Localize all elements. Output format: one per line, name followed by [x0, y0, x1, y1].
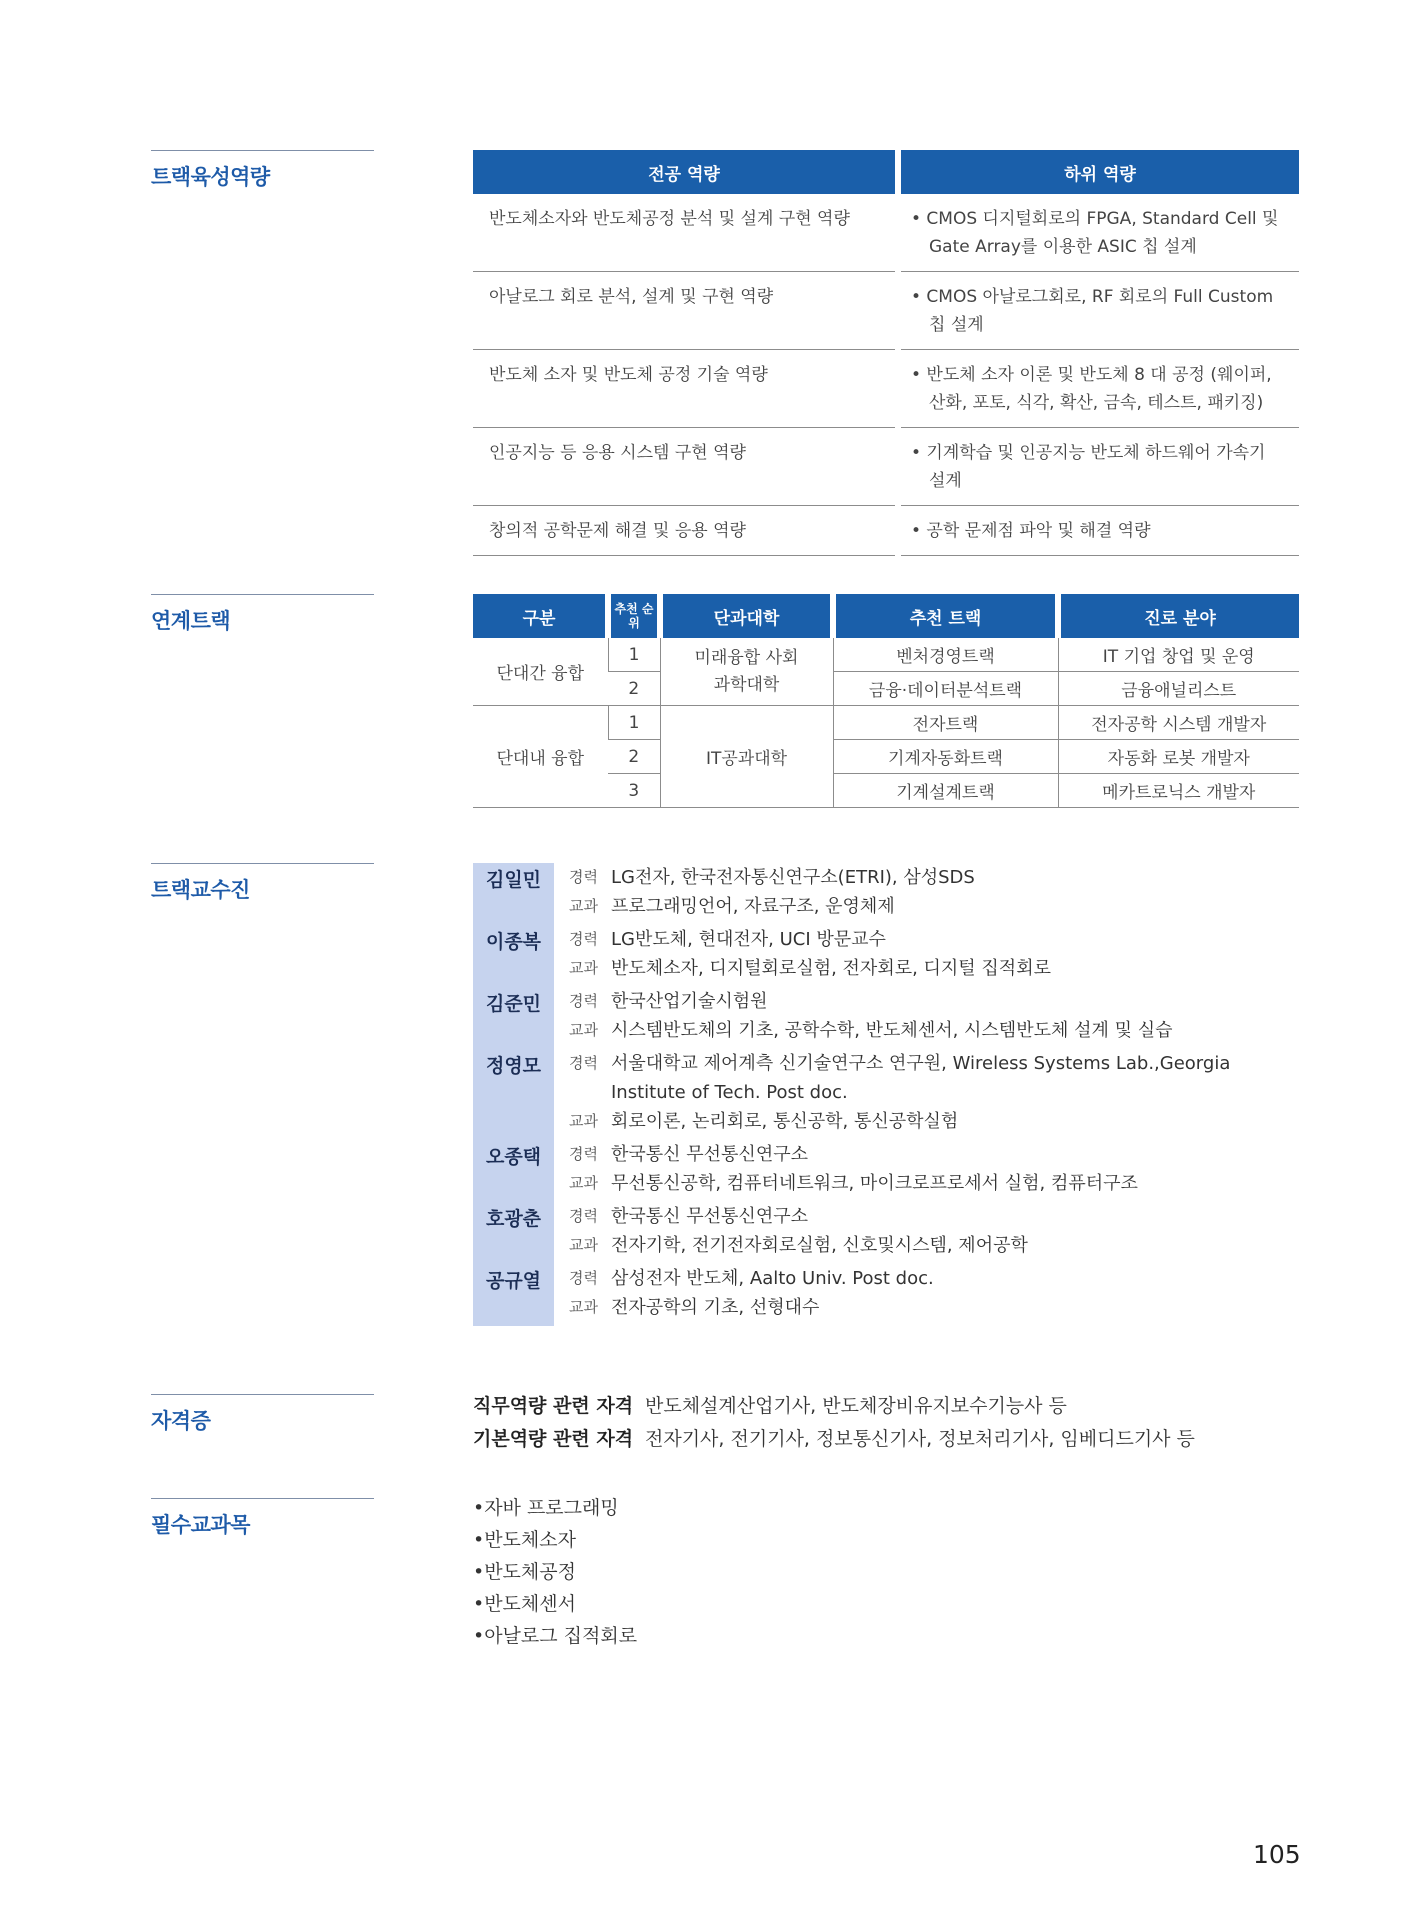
course-tag: 교과	[569, 1112, 598, 1130]
cert-value: 전자기사, 전기기사, 정보통신기사, 정보처리기사, 임베디드기사 등	[645, 1428, 1195, 1450]
career-tag: 경력	[569, 1269, 598, 1287]
faculty-career: LG전자, 한국전자통신연구소(ETRI), 삼성SDS	[611, 867, 975, 888]
faculty-courses: 무선통신공학, 컴퓨터네트워크, 마이크로프로세서 실험, 컴퓨터구조	[611, 1173, 1138, 1194]
list-item: •반도체소자	[473, 1529, 576, 1551]
faculty-member	[473, 1049, 1313, 1140]
table-row	[473, 194, 1299, 272]
course-tag: 교과	[569, 1021, 598, 1039]
rank-cell: 2	[608, 672, 660, 706]
course-tag: 교과	[569, 1298, 598, 1316]
linked-header-row	[473, 594, 1299, 638]
cert-value: 반도체설계산업기사, 반도체장비유지보수기능사 등	[645, 1395, 1067, 1417]
faculty-courses: 전자공학의 기초, 선형대수	[611, 1297, 820, 1318]
cert-row	[473, 1423, 1195, 1456]
sub-competency: • 반도체 소자 이론 및 반도체 8 대 공정 (웨이퍼, 산화, 포토, 식각, 확산, 금속, 테스트, 패키징)	[911, 365, 1272, 413]
faculty-member	[473, 863, 1313, 925]
faculty-name: 호광춘	[473, 1202, 554, 1264]
career-tag: 경력	[569, 1145, 598, 1163]
faculty-career: 서울대학교 제어계측 신기술연구소 연구원, Wireless Systems Lab.,Georgia Institute of Tech. Post doc.	[611, 1053, 1231, 1103]
faculty-name: 공규열	[473, 1264, 554, 1326]
faculty-courses: 전자기학, 전기전자회로실험, 신호및시스템, 제어공학	[611, 1235, 1028, 1256]
header-category: 구분	[473, 594, 608, 638]
competency-table	[473, 150, 1299, 556]
list-item: •자바 프로그래밍	[473, 1497, 619, 1519]
section-label-faculty: 트랙교수진	[151, 863, 374, 904]
track-cell: 금융·데이터분석트랙	[833, 672, 1058, 706]
career-cell: IT 기업 창업 및 운영	[1058, 638, 1299, 672]
competency-header-row	[473, 150, 1299, 194]
cert-row	[473, 1390, 1195, 1423]
faculty-career: 한국산업기술시험원	[611, 991, 768, 1012]
track-cell: 전자트랙	[833, 706, 1058, 740]
faculty-member	[473, 1264, 1313, 1326]
track-cell: 기계설계트랙	[833, 774, 1058, 808]
career-tag: 경력	[569, 930, 598, 948]
sub-competency: • 공학 문제점 파악 및 해결 역량	[911, 521, 1151, 541]
career-tag: 경력	[569, 868, 598, 886]
table-row	[473, 350, 1299, 428]
career-cell: 자동화 로봇 개발자	[1058, 740, 1299, 774]
faculty-career: 한국통신 무선통신연구소	[611, 1144, 808, 1165]
course-tag: 교과	[569, 1174, 598, 1192]
rank-cell: 3	[608, 774, 660, 808]
career-tag: 경력	[569, 992, 598, 1010]
header-rank: 추천 순위	[608, 594, 660, 638]
faculty-courses: 회로이론, 논리회로, 통신공학, 통신공학실험	[611, 1111, 959, 1132]
faculty-member	[473, 1140, 1313, 1202]
faculty-name: 정영모	[473, 1049, 554, 1140]
list-item: •아날로그 집적회로	[473, 1625, 638, 1647]
cert-label: 직무역량 관련 자격	[473, 1395, 634, 1417]
cert-label: 기본역량 관련 자격	[473, 1428, 634, 1450]
college-cell: 미래융합 사회과학대학	[660, 638, 833, 706]
track-cell: 벤처경영트랙	[833, 638, 1058, 672]
major-competency: 반도체소자와 반도체공정 분석 및 설계 구현 역량	[473, 194, 898, 272]
faculty-career: 한국통신 무선통신연구소	[611, 1206, 808, 1227]
career-cell: 전자공학 시스템 개발자	[1058, 706, 1299, 740]
faculty-courses: 반도체소자, 디지털회로실험, 전자회로, 디지털 집적회로	[611, 958, 1051, 979]
faculty-courses: 프로그래밍언어, 자료구조, 운영체제	[611, 896, 895, 917]
header-college: 단과대학	[660, 594, 833, 638]
faculty-member	[473, 987, 1313, 1049]
sub-competency: • 기계학습 및 인공지능 반도체 하드웨어 가속기 설계	[911, 443, 1266, 491]
competency-header-sub: 하위 역량	[898, 150, 1299, 194]
page-number: 105	[1253, 1840, 1301, 1869]
faculty-career: LG반도체, 현대전자, UCI 방문교수	[611, 929, 886, 950]
table-row	[473, 506, 1299, 556]
section-label-required-courses: 필수교과목	[151, 1498, 374, 1539]
course-tag: 교과	[569, 1236, 598, 1254]
career-tag: 경력	[569, 1207, 598, 1225]
table-row	[473, 428, 1299, 506]
sub-competency: • CMOS 디지털회로의 FPGA, Standard Cell 및 Gate Array를 이용한 ASIC 칩 설계	[911, 209, 1279, 257]
section-label-linked-tracks: 연계트랙	[151, 594, 374, 635]
major-competency: 인공지능 등 응용 시스템 구현 역량	[473, 428, 898, 506]
faculty-name: 김일민	[473, 863, 554, 925]
list-item: •반도체센서	[473, 1593, 576, 1615]
rank-cell: 1	[608, 638, 660, 672]
career-tag: 경력	[569, 1054, 598, 1072]
required-course-list	[473, 1492, 637, 1652]
section-label-certifications: 자격증	[151, 1394, 374, 1435]
linked-tracks-table	[473, 594, 1299, 808]
course-tag: 교과	[569, 897, 598, 915]
group-category: 단대간 융합	[473, 638, 608, 706]
course-tag: 교과	[569, 959, 598, 977]
table-row	[473, 638, 1299, 672]
competency-header-major: 전공 역량	[473, 150, 898, 194]
major-competency: 아날로그 회로 분석, 설계 및 구현 역량	[473, 272, 898, 350]
major-competency: 반도체 소자 및 반도체 공정 기술 역량	[473, 350, 898, 428]
faculty-member	[473, 925, 1313, 987]
track-cell: 기계자동화트랙	[833, 740, 1058, 774]
header-career: 진로 분야	[1058, 594, 1299, 638]
list-item: •반도체공정	[473, 1561, 576, 1583]
section-label-competency: 트랙육성역량	[151, 150, 374, 191]
sub-competency: • CMOS 아날로그회로, RF 회로의 Full Custom 칩 설계	[911, 287, 1274, 335]
certifications	[473, 1390, 1195, 1456]
rank-cell: 1	[608, 706, 660, 740]
faculty-list	[473, 863, 1313, 1326]
table-row	[473, 272, 1299, 350]
faculty-career: 삼성전자 반도체, Aalto Univ. Post doc.	[611, 1268, 934, 1289]
college-cell: IT공과대학	[660, 706, 833, 808]
major-competency: 창의적 공학문제 해결 및 응용 역량	[473, 506, 898, 556]
faculty-name: 오종택	[473, 1140, 554, 1202]
faculty-name: 김준민	[473, 987, 554, 1049]
header-track: 추천 트랙	[833, 594, 1058, 638]
faculty-member	[473, 1202, 1313, 1264]
faculty-name: 이종복	[473, 925, 554, 987]
faculty-courses: 시스템반도체의 기초, 공학수학, 반도체센서, 시스템반도체 설계 및 실습	[611, 1020, 1173, 1041]
rank-cell: 2	[608, 740, 660, 774]
career-cell: 금융애널리스트	[1058, 672, 1299, 706]
career-cell: 메카트로닉스 개발자	[1058, 774, 1299, 808]
group-category: 단대내 융합	[473, 706, 608, 808]
table-row	[473, 706, 1299, 740]
